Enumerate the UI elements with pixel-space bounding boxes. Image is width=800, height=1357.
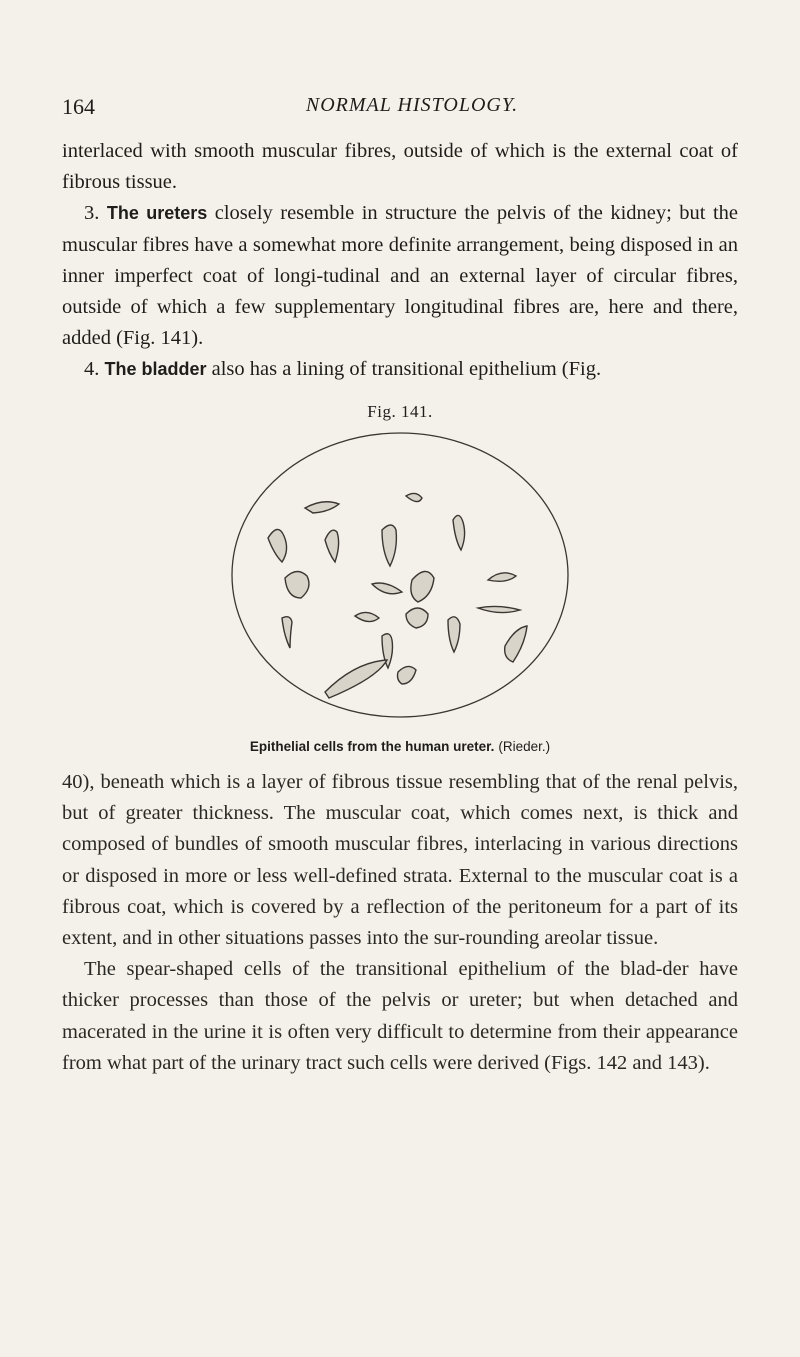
epithelial-cell <box>325 660 387 698</box>
epithelial-cell <box>478 606 520 612</box>
epithelial-cell <box>448 617 460 652</box>
epithelial-cell <box>505 626 527 662</box>
epithelial-cell <box>285 571 309 598</box>
page-header <box>62 94 762 124</box>
epithelial-cell <box>372 583 402 594</box>
epithelial-cell <box>411 571 434 602</box>
paragraph-spear-cells: The spear-shaped cells of the transitional epithelium of the blad-der have thicker processes than those of the pelvis or ureter; but when detached and macerated in the urine it is often very difficult to determine from their appearance from what part of the urinary tract such cells were derived (Figs. 142 and 143). <box>62 958 738 1074</box>
epithelial-cell <box>382 525 396 566</box>
caption-source: (Rieder.) <box>498 739 551 754</box>
paragraph-ureters <box>62 198 738 354</box>
epithelial-cell <box>268 529 287 562</box>
epithelial-cell <box>406 493 422 501</box>
bladder-heading: The bladder <box>104 359 207 380</box>
epithelial-cell <box>453 515 465 550</box>
paragraph-bladder-continued: 40), beneath which is a layer of fibrous tissue resembling that of the renal pelvis, but of greater thickness. The muscular coat, which comes next, is thick and composed of bundles of smooth muscular fibres, interlacing in various directions or disposed in more or less well-defined strata. External to the muscular coat is a fibrous coat, which is covered by a reflection of the peritoneum for a part of its extent, and in other situations passes into the sur-rounding areolar tissue. <box>62 771 738 950</box>
ureters-body: closely resemble in structure the pelvis of the kidney; but the muscular fibres have a somewhat more definite arrangement, being disposed in an inner imperfect coat of longi-tudinal and an external layer of circular fibres, outside of which a few supplementary longitudinal fibres are, here and there, added (Fig. 141). <box>62 202 739 350</box>
epithelial-cell <box>282 617 292 648</box>
figure-label: Fig. 141. <box>367 402 433 421</box>
top-text-block <box>62 136 738 386</box>
epithelial-cells <box>268 493 527 698</box>
caption-text: Epithelial cells from the human ureter. <box>249 739 495 754</box>
epithelial-cell <box>488 573 516 582</box>
epithelial-cell <box>406 608 428 628</box>
epithelial-cell <box>398 666 417 684</box>
section-number: 3. <box>84 202 100 225</box>
epithelial-cell <box>325 530 339 562</box>
epithelial-cell <box>305 502 339 513</box>
paragraph-continuation: interlaced with smooth muscular fibres, outside of which is the external coat of fibrous tissue. <box>62 140 738 194</box>
paragraph-bladder <box>62 354 738 385</box>
figure-caption <box>0 739 800 754</box>
epithelial-cells-figure <box>220 430 580 730</box>
epithelial-cell <box>355 612 379 621</box>
bladder-body: also has a lining of transitional epithelium (Fig. <box>206 358 602 381</box>
section-number: 4. <box>84 358 100 381</box>
running-head: NORMAL HISTOLOGY. <box>305 94 519 116</box>
page-number: 164 <box>62 94 95 119</box>
ureters-heading: The ureters <box>106 203 208 224</box>
bottom-text-block <box>62 767 738 1079</box>
